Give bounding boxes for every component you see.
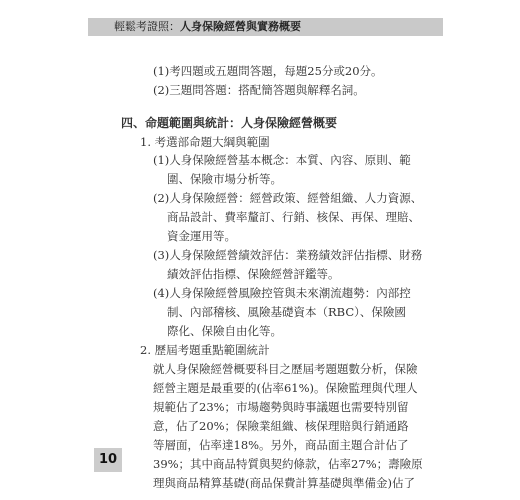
outline-item-2-line-2: 商品設計、費率釐訂、行銷、核保、再保、理賠、 <box>167 210 420 224</box>
section-title: 四、命題範圍與統計：人身保險經營概要 <box>121 116 338 130</box>
subsection-heading-2: 2. 歷屆考題重點範圍統計 <box>140 343 270 357</box>
outline-item-4-line-3: 際化、保險自由化等。 <box>167 324 282 338</box>
outline-item-4-line-2: 制、內部稽核、風險基礎資本（RBC）、保險國 <box>167 305 406 319</box>
outline-item-4-line-1: (4)人身保險經營風險控管與未來潮流趨勢：內部控 <box>153 286 411 300</box>
header-text <box>114 18 301 36</box>
outline-item-2-line-1: (2)人身保險經營：經營政策、經營組織、人力資源、 <box>153 191 423 205</box>
outline-item-3-line-1: (3)人身保險經營績效評估：業務績效評估指標、財務 <box>153 248 423 262</box>
header-book-title: 輕鬆考證照： <box>114 20 180 33</box>
running-header <box>88 18 443 36</box>
paragraph-line-4: 意，佔了20%；保險業組織、核保理賠與行銷通路 <box>153 419 409 433</box>
outline-item-2-line-3: 資金運用等。 <box>167 229 236 243</box>
subsection-heading-1: 1. 考選部命題大綱與範圍 <box>140 135 270 149</box>
header-chapter-title: 人身保險經營與實務概要 <box>180 20 301 33</box>
paragraph-line-5: 等層面，佔率達18%。另外，商品面主題合計佔了 <box>153 438 409 452</box>
paragraph-line-3: 規範佔了23%；市場趨勢與時事議題也需要特別留 <box>153 400 409 414</box>
exam-format-item-1: (1)考四題或五題問答題，每題25分或20分。 <box>153 64 383 78</box>
paragraph-line-7: 理與商品精算基礎(商品保費計算基礎與準備金)佔了 <box>153 476 415 490</box>
outline-item-1-line-1: (1)人身保險經營基本概念：本質、內容、原則、範 <box>153 153 411 167</box>
paragraph-line-1: 就人身保險經營概要科目之歷屆考題題數分析，保險 <box>153 362 418 376</box>
outline-item-3-line-2: 績效評估指標、保險經營評鑑等。 <box>167 267 340 281</box>
paragraph-line-6: 39%；其中商品特質與契約條款，佔率27%；壽險原 <box>153 457 423 471</box>
outline-item-1-line-2: 圍、保險市場分析等。 <box>167 172 282 186</box>
page-number: 10 <box>94 448 122 472</box>
exam-format-item-2: (2)三題問答題：搭配簡答題與解釋名詞。 <box>153 83 365 97</box>
paragraph-line-2: 經營主題是最重要的(佔率61%)。保險監理與代理人 <box>153 381 418 395</box>
